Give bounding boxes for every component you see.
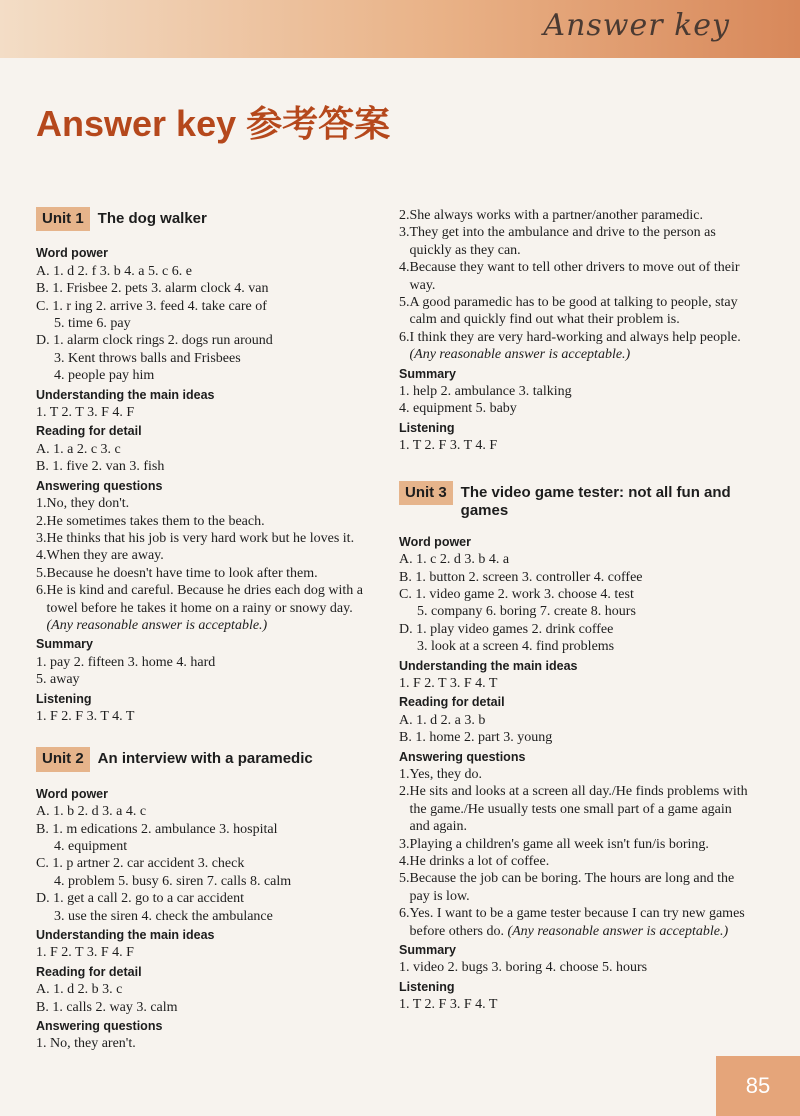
unit-heading [399, 481, 751, 520]
answer-text [410, 294, 752, 329]
left-column [36, 207, 382, 1053]
numbered-answer [36, 565, 382, 582]
answer-line: C. 1. video game 2. work 3. choose 4. test [399, 586, 634, 602]
unit-heading [36, 747, 382, 771]
answer-line: A. 1. c 2. d 3. b 4. a [399, 552, 510, 568]
right-column [399, 207, 751, 1014]
section-label: Word power [399, 534, 471, 549]
answer-body: He thinks that his job is very hard work but he loves it. [46, 530, 355, 546]
answer-line-continued: 3. Kent throws balls and Frisbees [54, 350, 241, 366]
section-label: Summary [399, 366, 456, 381]
answer-body: Because the job can be boring. The hours are long and the pay is low. [409, 871, 735, 904]
answer-body: No, they don't. [46, 496, 130, 512]
section-label: Understanding the main ideas [399, 658, 578, 673]
answer-line: 1. No, they aren't. [36, 1036, 136, 1052]
answer-line: 1. pay 2. fifteen 3. home 4. hard [36, 654, 216, 670]
answer-line: C. 1. r ing 2. arrive 3. feed 4. take care of [36, 298, 267, 314]
answer-line: C. 1. p artner 2. car accident 3. check [36, 856, 245, 872]
answer-line: B. 1. five 2. van 3. fish [36, 459, 165, 475]
section-label: Understanding the main ideas [36, 387, 215, 402]
section-label: Listening [399, 979, 455, 994]
numbered-answer [399, 870, 751, 905]
answer-line-continued: 4. people pay him [54, 368, 155, 384]
answer-number: 4. [399, 260, 410, 276]
numbered-answer [399, 766, 751, 783]
section-gap [399, 455, 751, 481]
answer-text [410, 870, 752, 905]
section-gap [36, 725, 382, 747]
answer-line: 1. F 2. T 3. F 4. F [36, 945, 134, 961]
header-band [0, 0, 800, 58]
answer-line: B. 1. home 2. part 3. young [399, 730, 553, 746]
unit-badge: Unit 3 [399, 481, 453, 505]
answer-text [410, 783, 752, 835]
answer-text [410, 905, 752, 940]
numbered-answer [399, 294, 751, 329]
answer-text [47, 530, 383, 547]
answer-number: 5. [399, 871, 410, 887]
answer-number: 4. [399, 854, 410, 869]
answer-note: (Any reasonable answer is acceptable.) [409, 347, 631, 363]
numbered-answer [36, 582, 382, 634]
numbered-answer [399, 329, 751, 364]
section-label: Listening [36, 691, 92, 706]
answer-text [410, 207, 752, 224]
answer-line: 1. F 2. F 3. T 4. T [36, 708, 135, 724]
answer-line: A. 1. d 2. f 3. b 4. a 5. c 6. e [36, 263, 192, 279]
answer-line: 1. video 2. bugs 3. boring 4. choose 5. hours [399, 960, 648, 976]
answer-number: 2. [399, 208, 410, 223]
section-label: Reading for detail [399, 695, 505, 710]
answer-text [47, 513, 383, 530]
answer-number: 3. [399, 836, 410, 852]
answer-number: 2. [399, 784, 410, 800]
numbered-answer [399, 853, 751, 870]
section-label: Reading for detail [36, 424, 142, 439]
answer-text [410, 766, 752, 783]
section-label: Answering questions [36, 1019, 163, 1034]
answer-number: 5. [399, 295, 410, 311]
answer-body: I think they are very hard-working and always help people. [409, 329, 741, 345]
answer-line-continued: 3. use the siren 4. check the ambulance [54, 908, 273, 924]
numbered-answer [36, 495, 382, 512]
answer-number: 1. [399, 766, 410, 782]
answer-line-continued: 4. problem 5. busy 6. siren 7. calls 8. calm [54, 873, 292, 889]
answer-text [410, 836, 752, 853]
answer-line: 1. T 2. T 3. F 4. F [36, 405, 135, 421]
answer-line-continued: 5. time 6. pay [54, 316, 131, 332]
answer-text [410, 224, 752, 259]
numbered-answer [36, 530, 382, 547]
section-label: Answering questions [399, 749, 526, 764]
answer-line-continued: 4. equipment [54, 839, 128, 854]
section-label: Listening [399, 420, 455, 435]
answer-text [47, 495, 383, 512]
section-label: Word power [36, 246, 108, 261]
answer-line: 4. equipment 5. baby [399, 401, 517, 417]
answer-number: 3. [36, 530, 47, 546]
answer-body: He is kind and careful. Because he dries each dog with a towel before he takes it home on a rainy or snowy day. [46, 583, 363, 616]
answer-number: 6. [399, 906, 410, 922]
answer-text [47, 547, 383, 564]
answer-line: D. 1. get a call 2. go to a car accident [36, 891, 244, 907]
answer-line: 5. away [36, 672, 80, 688]
answer-body: He sits and looks at a screen all day./He finds problems with the game./He usually tests one small part of a game again and again. [409, 784, 748, 835]
unit-title: The dog walker [97, 210, 207, 227]
section-label: Reading for detail [36, 964, 142, 979]
numbered-answer [36, 547, 382, 564]
answer-line: D. 1. play video games 2. drink coffee [399, 621, 614, 637]
page-number: 85 [716, 1056, 800, 1116]
answer-number: 6. [399, 329, 410, 345]
numbered-answer [399, 207, 751, 224]
numbered-answer [36, 513, 382, 530]
numbered-answer [399, 224, 751, 259]
answer-body: A good paramedic has to be good at talking to people, stay calm and quickly find out what their problem is. [409, 295, 738, 328]
answer-number: 4. [36, 548, 47, 564]
answer-line: 1. F 2. T 3. F 4. T [399, 675, 498, 691]
page-title: Answer key 参考答案 [36, 103, 391, 144]
numbered-answer [399, 905, 751, 940]
numbered-answer [399, 783, 751, 835]
numbered-answer [399, 259, 751, 294]
answer-number: 5. [36, 565, 47, 581]
answer-text [47, 565, 383, 582]
answer-text [410, 329, 752, 364]
answer-line: 1. T 2. F 3. F 4. T [399, 997, 498, 1013]
answer-line: 1. T 2. F 3. T 4. F [399, 438, 498, 454]
section-label: Understanding the main ideas [36, 928, 215, 943]
answer-number: 6. [36, 583, 47, 599]
answer-text [410, 853, 752, 870]
answer-number: 1. [36, 496, 47, 512]
answer-body: Because he doesn't have time to look after them. [46, 565, 318, 581]
section-label: Answering questions [36, 478, 163, 493]
answer-line: B. 1. button 2. screen 3. controller 4. coffee [399, 569, 643, 585]
answer-line: A. 1. d 2. a 3. b [399, 712, 486, 728]
unit-badge: Unit 2 [36, 747, 90, 771]
answer-number: 2. [36, 513, 47, 529]
answer-body: He drinks a lot of coffee. [409, 854, 550, 869]
answer-body: She always works with a partner/another paramedic. [409, 208, 704, 223]
answer-line: A. 1. b 2. d 3. a 4. c [36, 804, 147, 820]
answer-text [47, 582, 383, 634]
answer-body: Yes. I want to be a game tester because I can try new games before others do. [409, 906, 745, 939]
answer-note: (Any reasonable answer is acceptable.) [46, 617, 268, 633]
answer-body: He sometimes takes them to the beach. [46, 513, 265, 529]
answer-text [410, 259, 752, 294]
answer-line-continued: 5. company 6. boring 7. create 8. hours [417, 604, 636, 620]
unit-badge: Unit 1 [36, 207, 90, 231]
answer-line: 1. help 2. ambulance 3. talking [399, 384, 572, 400]
answer-line-continued: 3. look at a screen 4. find problems [417, 639, 615, 655]
answer-body: Playing a children's game all week isn't fun/is boring. [409, 836, 709, 852]
answer-line: A. 1. a 2. c 3. c [36, 441, 121, 457]
section-label: Summary [399, 943, 456, 958]
unit-title: The video game tester: not all fun and games [460, 483, 731, 519]
unit-title: An interview with a paramedic [97, 750, 313, 768]
answer-note: (Any reasonable answer is acceptable.) [507, 923, 729, 939]
section-label: Word power [36, 786, 108, 801]
section-label: Summary [36, 637, 93, 652]
answer-line: B. 1. m edications 2. ambulance 3. hospital [36, 821, 278, 837]
answer-line: A. 1. d 2. b 3. c [36, 982, 123, 998]
answer-body: When they are away. [46, 548, 164, 564]
answer-body: Yes, they do. [409, 766, 482, 782]
unit-heading [36, 207, 382, 231]
answer-body: Because they want to tell other drivers to move out of their way. [409, 260, 740, 293]
answer-number: 3. [399, 225, 410, 241]
band-title: Answer key [543, 8, 730, 43]
answer-body: They get into the ambulance and drive to the person as quickly as they can. [409, 225, 716, 258]
answer-line: B. 1. calls 2. way 3. calm [36, 999, 178, 1015]
numbered-answer [399, 836, 751, 853]
answer-line: D. 1. alarm clock rings 2. dogs run around [36, 333, 273, 349]
answer-line: B. 1. Frisbee 2. pets 3. alarm clock 4. van [36, 281, 269, 297]
